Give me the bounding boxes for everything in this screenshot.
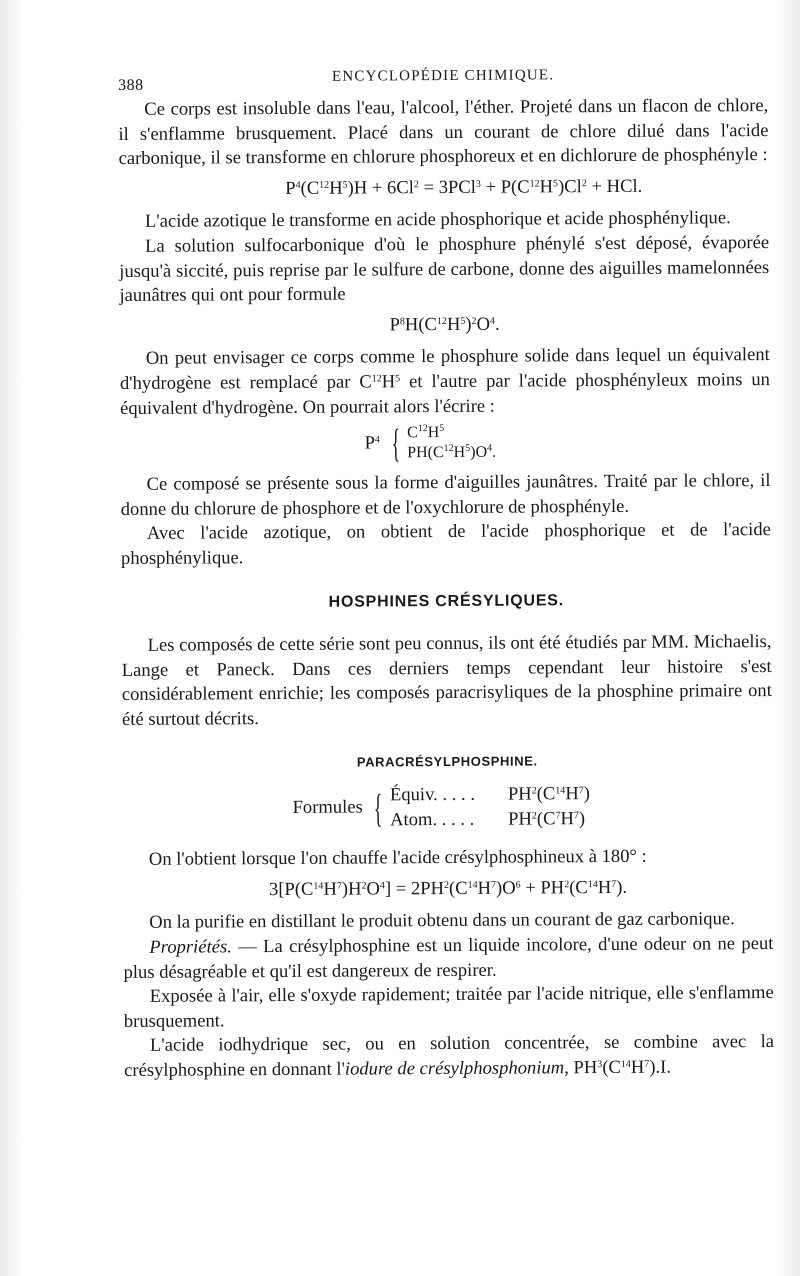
page-header — [118, 60, 768, 98]
paragraph-preparation: On l'obtient lorsque l'on chauffe l'acide crésylphosphineux à 180° : — [148, 846, 647, 871]
page-content — [118, 60, 774, 1084]
paragraph-series-intro: Les composés de cette série sont peu connus, ils ont été étudiés par MM. Michaelis, Lange et Paneck. Dans ces derniers temps cependant leur histoire s'est considérablement enrichie; les composés paracrisyliques de la phosphine primaire ont été surtout décrits. — [121, 631, 772, 730]
paragraph-structure: On peut envisager ce corps comme le phosphure solide dans lequel un équivalent d'hydrogène est remplacé par $C^{12}H^5$ et l'autre par l'acide phosphényleux moins un équivalent d'hydrogène. On pourrait alors l'écrire : — [119, 344, 771, 419]
formulas-label: Formules — [292, 796, 363, 819]
formula-needles: $P^8H(C^{12}H^5)^2O^4$. — [389, 313, 500, 336]
paragraph-nitric-acid: L'acide azotique le transforme en acide phosphorique et acide phosphénylique. — [144, 207, 731, 233]
left-brace-icon: { — [391, 420, 400, 466]
paragraph-purification: On la purifie en distillant le produit obtenu dans un courant de gaz carbonique. — [149, 908, 735, 934]
formula-row-atom: Atom. . . . . $PH^2(C^7H^7)$ — [390, 807, 586, 831]
paragraph-oxidation: Exposée à l'air, elle s'oxyde rapidement; traitée par l'acide nitrique, elle s'enflamme brusquement. — [123, 982, 774, 1032]
equation-preparation: $3[P(C^{14}H^7)H^2O^4] = 2PH^2(C^{14}H^7)O^6 + PH^2(C^{14}H^7)$. — [268, 876, 628, 900]
paragraph-insolubility: Ce corps est insoluble dans l'eau, l'alcool, l'éther. Projeté dans un flacon de chlore, il s'enflamme brusquement. Placé dans un courant de chlore dilué dans l'acide carbonique, il se transforme en chlorure phosphoreux et en dichlorure de phosphényle : — [118, 95, 769, 170]
paragraph-hydriodic-acid: L'acide iodhydrique sec, ou en solution concentrée, se combine avec la crésylphosphine en donnant l'iodure de crésylphosphonium, $PH^3(C^{14}H^7).I$. — [124, 1031, 775, 1081]
section-heading-cresylic-phosphines: HOSPHINES CRÉSYLIQUES. — [328, 591, 565, 611]
paragraph-nitric-phosphenylic: Avec l'acide azotique, on obtient de l'acide phosphorique et de l'acide phosphénylique. — [120, 519, 771, 569]
left-brace-icon: { — [373, 785, 383, 831]
paragraph-yellow-needles: Ce composé se présente sous la forme d'aiguilles jaunâtres. Traité par le chlore, il donne du chlorure de phosphore et de l'oxychlorure de phosphényle. — [120, 470, 771, 520]
equation-chlorination: $P^4(C^{12}H^5)H + 6Cl^2 = 3PCl^3 + P(C^{12}H^5)Cl^2$ + HCl. — [285, 175, 643, 199]
formula-braced: $P^4$ { $C^{12}H^5$ $PH(C^{12}H^5)O^4$. — [364, 420, 497, 466]
paragraph-properties: Propriétés. — La crésylphosphine est un liquide incolore, d'une odeur on ne peut plus désagréable et qu'il est dangereux de respirer. — [123, 933, 774, 983]
page-number: 388 — [118, 76, 144, 94]
formula-row-equiv: Équiv. . . . . $PH^2(C^{14}H^7)$ — [389, 783, 590, 806]
running-title: ENCYCLOPÉDIE CHIMIQUE. — [331, 67, 555, 85]
formulas-table — [292, 781, 772, 833]
subsection-heading-paracresylphosphine: PARACRÉSYLPHOSPHINE. — [356, 753, 538, 771]
paragraph-sulfocarbonic-solution: La solution sulfocarbonique d'où le phosphure phénylé s'est déposé, évaporée jusqu'à siccité, puis reprise par le sulfure de carbone, donne des aiguilles mamelonnées jaunâtres qui ont pour formule — [119, 231, 770, 307]
